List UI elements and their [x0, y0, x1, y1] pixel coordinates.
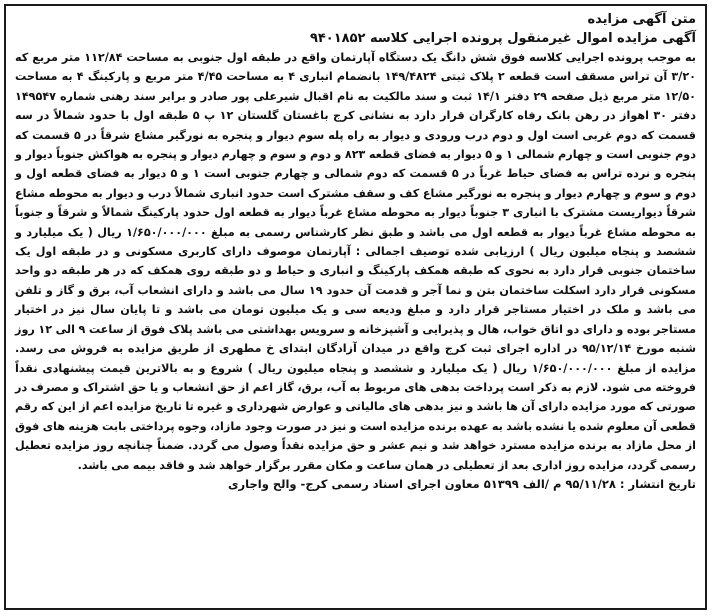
notice-footer: تاریخ انتشار : ۹۵/۱۱/۲۸ م /الف ۵۱۳۹۹ معاون اجرای اسناد رسمی کرج- والح واجاری — [228, 476, 696, 491]
auction-notice — [4, 4, 707, 610]
notice-title: متن آگهی مزایده — [587, 12, 696, 27]
notice-subtitle: آگهی مزایده اموال غیرمنقول پرونده اجرایی کلاسه ۹۴۰۱۸۵۲ — [309, 31, 696, 46]
notice-body: به موجب پرونده اجرایی کلاسه فوق شش دانگ یک دستگاه آپارتمان واقع در طبقه اول جنوبی به مساحت ۱۱۲/۸۴ متر مربع که ۳/۲۰ آن تراس مسقف است قطعه ۲ پلاک ثبتی ۱۴۹/۴۸۲۴ بانضمام انباری ۴ به مساحت ۴/۴۵ متر مربع و پارکینگ ۴ به مساحت ۱۲/۵۰ متر مربع ذیل صفحه ۲۹ دفتر ۱۴/۱ ثبت و سند مالکیت به نام اقبال شیرعلی پور صادر و برابر سند رهنی شماره ۱۴۹۵۴۷ دفتر ۳۰ اهواز در رهن بانک رفاه کارگران قرار دارد به نشانی کرج باغستان گلستان ۱۲ پ ۵ طبقه اول با حدود شمالاً در سه قسمت که دوم غربی است اول و دوم درب ورودی و دیوار به راه پله سوم دیوار و پنجره به نورگیر مشاع شرقاً در ۵ قسمت که دوم جنوبی است و چهارم شمالی ۱ و ۵ دیوار به فضای قطعه ۸۲۳ و دوم و سوم و چهارم دیوار و پنجره به هواکش جنوباً دیوار و پنجره و نرده تراس به فضای حیاط غرباً در ۵ قسمت که دوم شمالی و چهارم جنوبی است ۱ و ۵ دیوار به فضای قطعه اول و دوم و سوم و چهارم دیوار و پنجره به نورگیر مشاع کف و سقف مشترک است حدود انباری شمالاً درب و دیوار به محوطه مشاع شرقاً دیواریست مشترک با انباری ۳ جنوباً دیوار به محوطه مشاع غرباً دیوار به قطعه اول حدود پارکینگ شمالاً و شرقاً و جنوباً به محوطه مشاع غرباً دیوار به قطعه اول می باشد و طبق نظر کارشناس رسمی به مبلغ ۱/۶۵۰/۰۰۰/۰۰۰ ریال ( یک میلیارد و ششصد و پنجاه میلیون ریال ) ارزیابی شده توصیف اجمالی : آپارتمان موصوف دارای کاربری مسکونی و در طبقه اول یک ساختمان جنوبی قرار دارد به نحوی که طبقه همکف پارکینگ و انباری و حیاط و دو طبقه روی همکف که در هر طبقه دو واحد مسکونی قرار دارد اسکلت ساختمان بتن و نما آجر و قدمت آن حدود ۱۹ سال می باشد و دارای انشعاب آب، برق و گاز و تلفن می باشد و ملک در اختیار مستاجر قرار دارد و مبلغ ودیعه سی و یک میلیون تومان می باشد و تا پایان سال نیز در اختیار مستاجر بوده و دارای دو اتاق خواب، هال و پذیرایی و آشپزخانه و سرویس بهداشتی می باشد پلاک فوق از ساعت ۹ الی ۱۲ روز شنبه مورخ ۹۵/۱۲/۱۴ در اداره اجرای ثبت کرج واقع در میدان آزادگان ابتدای خ مطهری از طریق مزایده به فروش می رسد. مزایده از مبلغ ۱/۶۵۰/۰۰۰/۰۰۰ ریال ( یک میلیارد و ششصد و پنجاه میلیون ریال ) شروع و به بالاترین قیمت پیشنهادی نقداً فروخته می شود. لازم به ذکر است پرداخت بدهی های مربوط به آب، برق، گاز اعم از حق انشعاب و یا حق اشتراک و مصرف در صورتی که مورد مزایده دارای آن ها باشد و نیز بدهی های مالیاتی و عوارض شهرداری و غیره تا تاریخ مزایده اعم از این که رقم قطعی آن معلوم شده یا نشده باشد به عهده برنده مزایده است و نیز در صورت وجود مازاد، وجوه پرداختی بابت هزینه های فوق از محل مازاد به برنده مزایده مسترد خواهد شد و نیم عشر و حق مزایده نقداً وصول می گردد. ضمناً چنانچه روز مزایده تعطیل رسمی گردد، مزایده روز اداری بعد از تعطیلی در همان ساعت و مکان مقرر برگزار خواهد شد و فاقد بیمه می باشد. — [15, 51, 697, 472]
